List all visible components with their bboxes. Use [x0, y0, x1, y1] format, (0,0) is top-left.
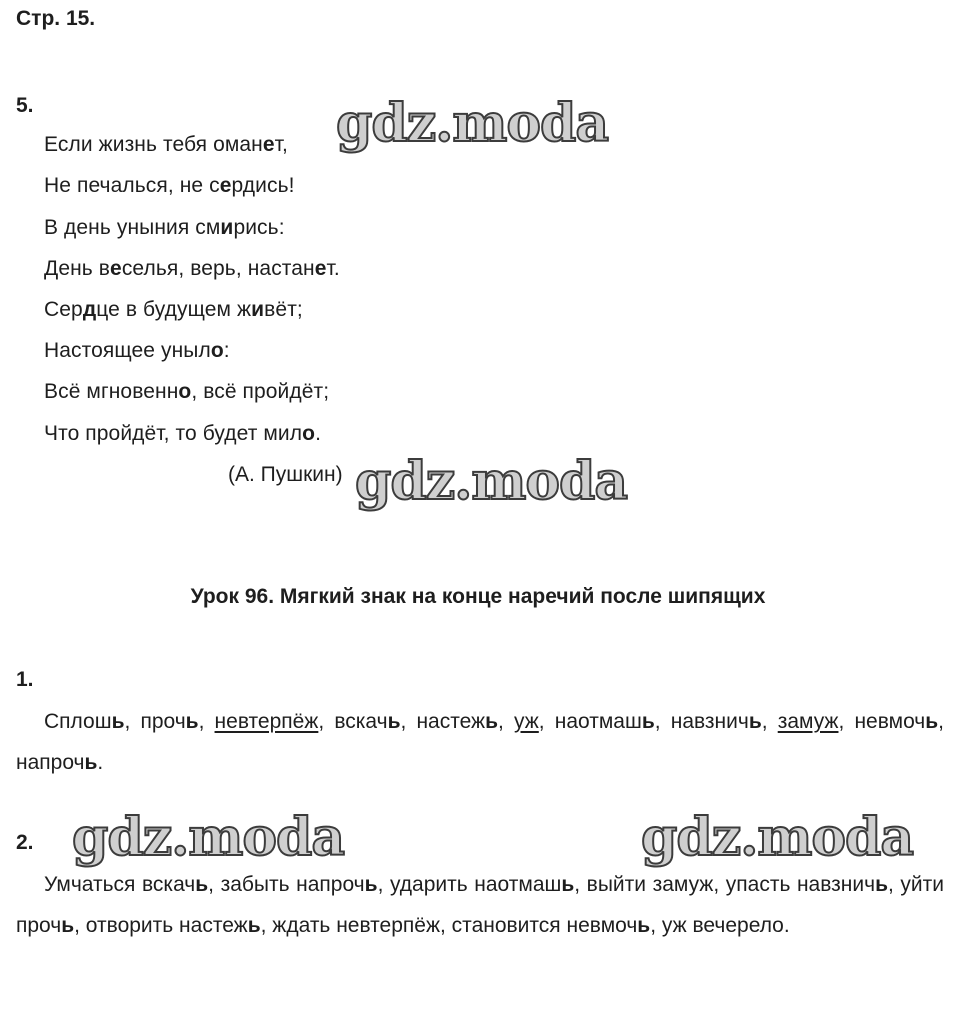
text-run: , наотмаш: [538, 710, 642, 733]
text-run: , ударить наотмаш: [377, 873, 562, 896]
text-run: , настеж: [400, 710, 486, 733]
poem-line: [44, 133, 288, 157]
text-run: Настоящее уныл: [44, 339, 211, 362]
poem-line: [44, 257, 340, 281]
bold-letter: ь: [185, 710, 199, 733]
bold-letter: ь: [84, 751, 98, 774]
bold-letter: ь: [247, 914, 261, 937]
underlined-word: замуж: [777, 710, 839, 733]
poem-line: [44, 339, 230, 363]
watermark-logo: gdz.moda: [641, 807, 914, 868]
text-run: , ждать невтерпёж, становится невмоч: [260, 914, 638, 937]
text-run: , навзнич: [654, 710, 749, 733]
lesson-heading: Урок 96. Мягкий знак на конце наречий после шипящих: [190, 585, 766, 608]
bold-letter: ь: [641, 710, 655, 733]
page-title: Стр. 15.: [16, 7, 96, 30]
text-run: Не печалься, не с: [44, 174, 220, 197]
text-run: , всё пройдёт;: [191, 380, 330, 403]
text-run: , уж вечерело.: [650, 914, 790, 937]
bold-letter: ь: [387, 710, 401, 733]
bold-letter: и: [251, 298, 265, 321]
task-1-text: [16, 701, 944, 783]
text-run: Всё мгновенн: [44, 380, 179, 403]
poem-line: [44, 422, 321, 446]
bold-letter: о: [210, 339, 224, 362]
text-run: ,: [498, 710, 514, 733]
text-run: ,: [198, 710, 215, 733]
task-2-text: [16, 864, 944, 946]
bold-letter: д: [82, 298, 97, 321]
text-run: рдись!: [231, 174, 295, 197]
text-run: це в будущем ж: [96, 298, 252, 321]
underlined-word: уж: [514, 710, 539, 733]
bold-letter: о: [302, 422, 316, 445]
watermark-logo: gdz.moda: [336, 93, 609, 154]
text-run: ,: [761, 710, 778, 733]
text-run: Что пройдёт, то будет мил: [44, 422, 303, 445]
bold-letter: о: [178, 380, 192, 403]
text-run: , напроч: [16, 710, 945, 774]
bold-letter: ь: [637, 914, 651, 937]
bold-letter: ь: [875, 873, 888, 896]
text-run: В день уныния см: [44, 216, 221, 239]
text-run: т.: [326, 257, 340, 280]
poem-line: [44, 174, 295, 198]
text-run: .: [97, 751, 104, 774]
bold-letter: ь: [111, 710, 125, 733]
text-run: .: [315, 422, 321, 445]
bold-letter: ь: [61, 914, 75, 937]
text-run: , невмоч: [838, 710, 926, 733]
bold-letter: е: [262, 133, 275, 156]
text-run: вёт;: [264, 298, 303, 321]
text-run: , отворить настеж: [74, 914, 248, 937]
text-run: , выйти замуж, упасть навзнич: [574, 873, 876, 896]
bold-letter: ь: [195, 873, 209, 896]
text-run: , вскач: [318, 710, 388, 733]
text-run: , уйти проч: [16, 873, 944, 937]
text-run: , проч: [124, 710, 186, 733]
bold-letter: ь: [748, 710, 762, 733]
poem-line: [44, 380, 329, 404]
bold-letter: е: [219, 174, 232, 197]
bold-letter: ь: [485, 710, 499, 733]
text-run: :: [223, 339, 230, 362]
text-run: Умчаться вскач: [44, 873, 196, 896]
watermark-logo: gdz.moda: [355, 451, 628, 512]
poem-author: (А. Пушкин): [228, 463, 343, 486]
bold-letter: и: [220, 216, 234, 239]
bold-letter: е: [314, 257, 327, 280]
task-5-number: 5.: [16, 94, 34, 117]
text-run: , забыть напроч: [208, 873, 365, 896]
watermark-logo: gdz.moda: [72, 807, 345, 868]
underlined-word: невтерпёж: [214, 710, 319, 733]
text-run: селья, верь, настан: [121, 257, 315, 280]
bold-letter: ь: [364, 873, 378, 896]
poem-line: [44, 216, 285, 240]
task-1-number: 1.: [16, 668, 34, 691]
poem-line: [44, 298, 303, 322]
bold-letter: ь: [561, 873, 575, 896]
text-run: День в: [44, 257, 111, 280]
text-run: Сплош: [44, 710, 112, 733]
text-run: рись:: [233, 216, 285, 239]
bold-letter: ь: [925, 710, 939, 733]
bold-letter: е: [110, 257, 122, 280]
task-2-number: 2.: [16, 831, 34, 854]
text-run: т,: [274, 133, 288, 156]
text-run: Сер: [44, 298, 83, 321]
text-run: Если жизнь тебя оман: [44, 133, 263, 156]
